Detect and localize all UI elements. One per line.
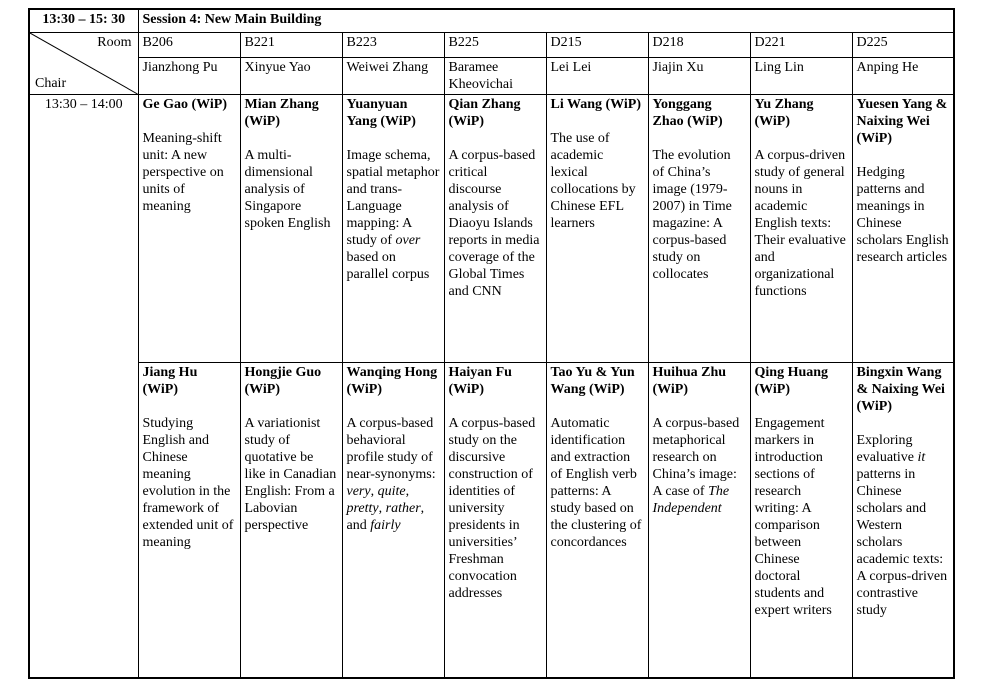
presentation-title: Exploring evaluative it patterns in Chinese scholars and Western scholars academic texts: A corpus-driven contrastive study	[856, 433, 948, 618]
presentation-cell	[342, 95, 444, 363]
presenter-name: Li Wang (WiP)	[550, 97, 642, 112]
presentation-title: Studying English and Chinese meaning evolution in the framework of extended unit of meaning	[142, 416, 234, 550]
room-header-D218: D218	[648, 33, 750, 58]
presenter-name: Ge Gao (WiP)	[142, 97, 228, 112]
time-slot: 13:30 – 14:00	[29, 95, 138, 679]
presenter-name: Yonggang Zhao (WiP)	[652, 97, 723, 129]
presentation-cell	[138, 95, 240, 363]
presentation-cell	[648, 363, 750, 679]
presentation-title: Hedging patterns and meanings in Chinese scholars English research articles	[856, 165, 949, 265]
presentation-cell	[444, 363, 546, 679]
room-header-D225: D225	[852, 33, 954, 58]
presenter-name: Jiang Hu (WiP)	[142, 365, 198, 397]
chair-name: Baramee Kheovichai	[444, 58, 546, 95]
presentation-title: A corpus-based critical discourse analysis of Diaoyu Islands reports in media coverage of the Global Times and CNN	[448, 148, 540, 299]
presentation-title: The evolution of China’s image (1979-2007) in Time magazine: A corpus-based study on collocates	[652, 148, 732, 282]
presentation-title: The use of academic lexical collocations by Chinese EFL learners	[550, 131, 636, 231]
presentation-cell	[852, 95, 954, 363]
presentation-cell	[648, 95, 750, 363]
presenter-name: Yuanyuan Yang (WiP)	[346, 97, 416, 129]
presentation-title: Image schema, spatial metaphor and trans-Language mapping: A study of over based on parallel corpus	[346, 148, 440, 282]
presentation-cell	[240, 95, 342, 363]
corner-room-label: Room	[97, 35, 132, 50]
presenter-name: Bingxin Wang & Naixing Wei (WiP)	[856, 365, 945, 414]
presentation-cell	[138, 363, 240, 679]
presenter-name: Mian Zhang (WiP)	[244, 97, 319, 129]
chair-name: Jianzhong Pu	[138, 58, 240, 95]
presenter-name: Qian Zhang (WiP)	[448, 97, 521, 129]
room-header-D215: D215	[546, 33, 648, 58]
presenter-name: Hongjie Guo (WiP)	[244, 365, 322, 397]
room-header-B221: B221	[240, 33, 342, 58]
chair-name: Jiajin Xu	[648, 58, 750, 95]
presentation-cell	[750, 363, 852, 679]
presenter-name: Haiyan Fu (WiP)	[448, 365, 512, 397]
presentation-cell	[240, 363, 342, 679]
room-header-B225: B225	[444, 33, 546, 58]
presenter-name: Tao Yu & Yun Wang (WiP)	[550, 365, 635, 397]
presentation-cell	[546, 363, 648, 679]
presentation-title: A corpus-based behavioral profile study of near-synonyms: very, quite, pretty, rather, and fairly	[346, 416, 436, 533]
presenter-name: Yu Zhang (WiP)	[754, 97, 814, 129]
presentation-title: A corpus-driven study of general nouns in academic English texts: Their evaluative and organizational functions	[754, 148, 846, 299]
presentation-title: Automatic identification and extraction of English verb patterns: A study based on the clustering of concordances	[550, 416, 642, 550]
presentation-cell	[342, 363, 444, 679]
session-schedule-table	[28, 8, 955, 679]
presentation-cell	[546, 95, 648, 363]
presentation-title: Engagement markers in introduction sections of research writing: A comparison between Chinese doctoral students and expert writers	[754, 416, 832, 618]
presentation-title: A variationist study of quotative be like in Canadian English: From a Labovian perspective	[244, 416, 337, 533]
presenter-name: Wanqing Hong (WiP)	[346, 365, 438, 397]
presentation-title: A multi-dimensional analysis of Singapore spoken English	[244, 148, 331, 231]
presentation-cell	[852, 363, 954, 679]
room-header-B206: B206	[138, 33, 240, 58]
session-title: Session 4: New Main Building	[138, 9, 954, 33]
presentation-cell	[750, 95, 852, 363]
session-header-row	[29, 9, 954, 33]
presenter-name: Huihua Zhu (WiP)	[652, 365, 727, 397]
chair-name: Weiwei Zhang	[342, 58, 444, 95]
chair-row	[29, 58, 954, 95]
chair-name: Xinyue Yao	[240, 58, 342, 95]
chair-name: Lei Lei	[546, 58, 648, 95]
presentation-title: A corpus-based metaphorical research on China’s image: A case of The Independent	[652, 416, 740, 516]
chair-name: Anping He	[852, 58, 954, 95]
presentation-title: A corpus-based study on the discursive construction of identities of university presidents in universities’ Freshman convocation addresses	[448, 416, 536, 601]
presentation-cell	[444, 95, 546, 363]
presenter-name: Qing Huang (WiP)	[754, 365, 829, 397]
room-header-B223: B223	[342, 33, 444, 58]
presentation-row-2	[29, 363, 954, 679]
room-chair-corner-cell	[29, 33, 138, 95]
room-header-D221: D221	[750, 33, 852, 58]
chair-name: Ling Lin	[750, 58, 852, 95]
room-header-row	[29, 33, 954, 58]
presentation-row-1	[29, 95, 954, 363]
presenter-name: Yuesen Yang & Naixing Wei (WiP)	[856, 97, 948, 146]
session-time-range: 13:30 – 15: 30	[29, 9, 138, 33]
corner-chair-label: Chair	[35, 76, 67, 91]
presentation-title: Meaning-shift unit: A new perspective on units of meaning	[142, 131, 224, 214]
